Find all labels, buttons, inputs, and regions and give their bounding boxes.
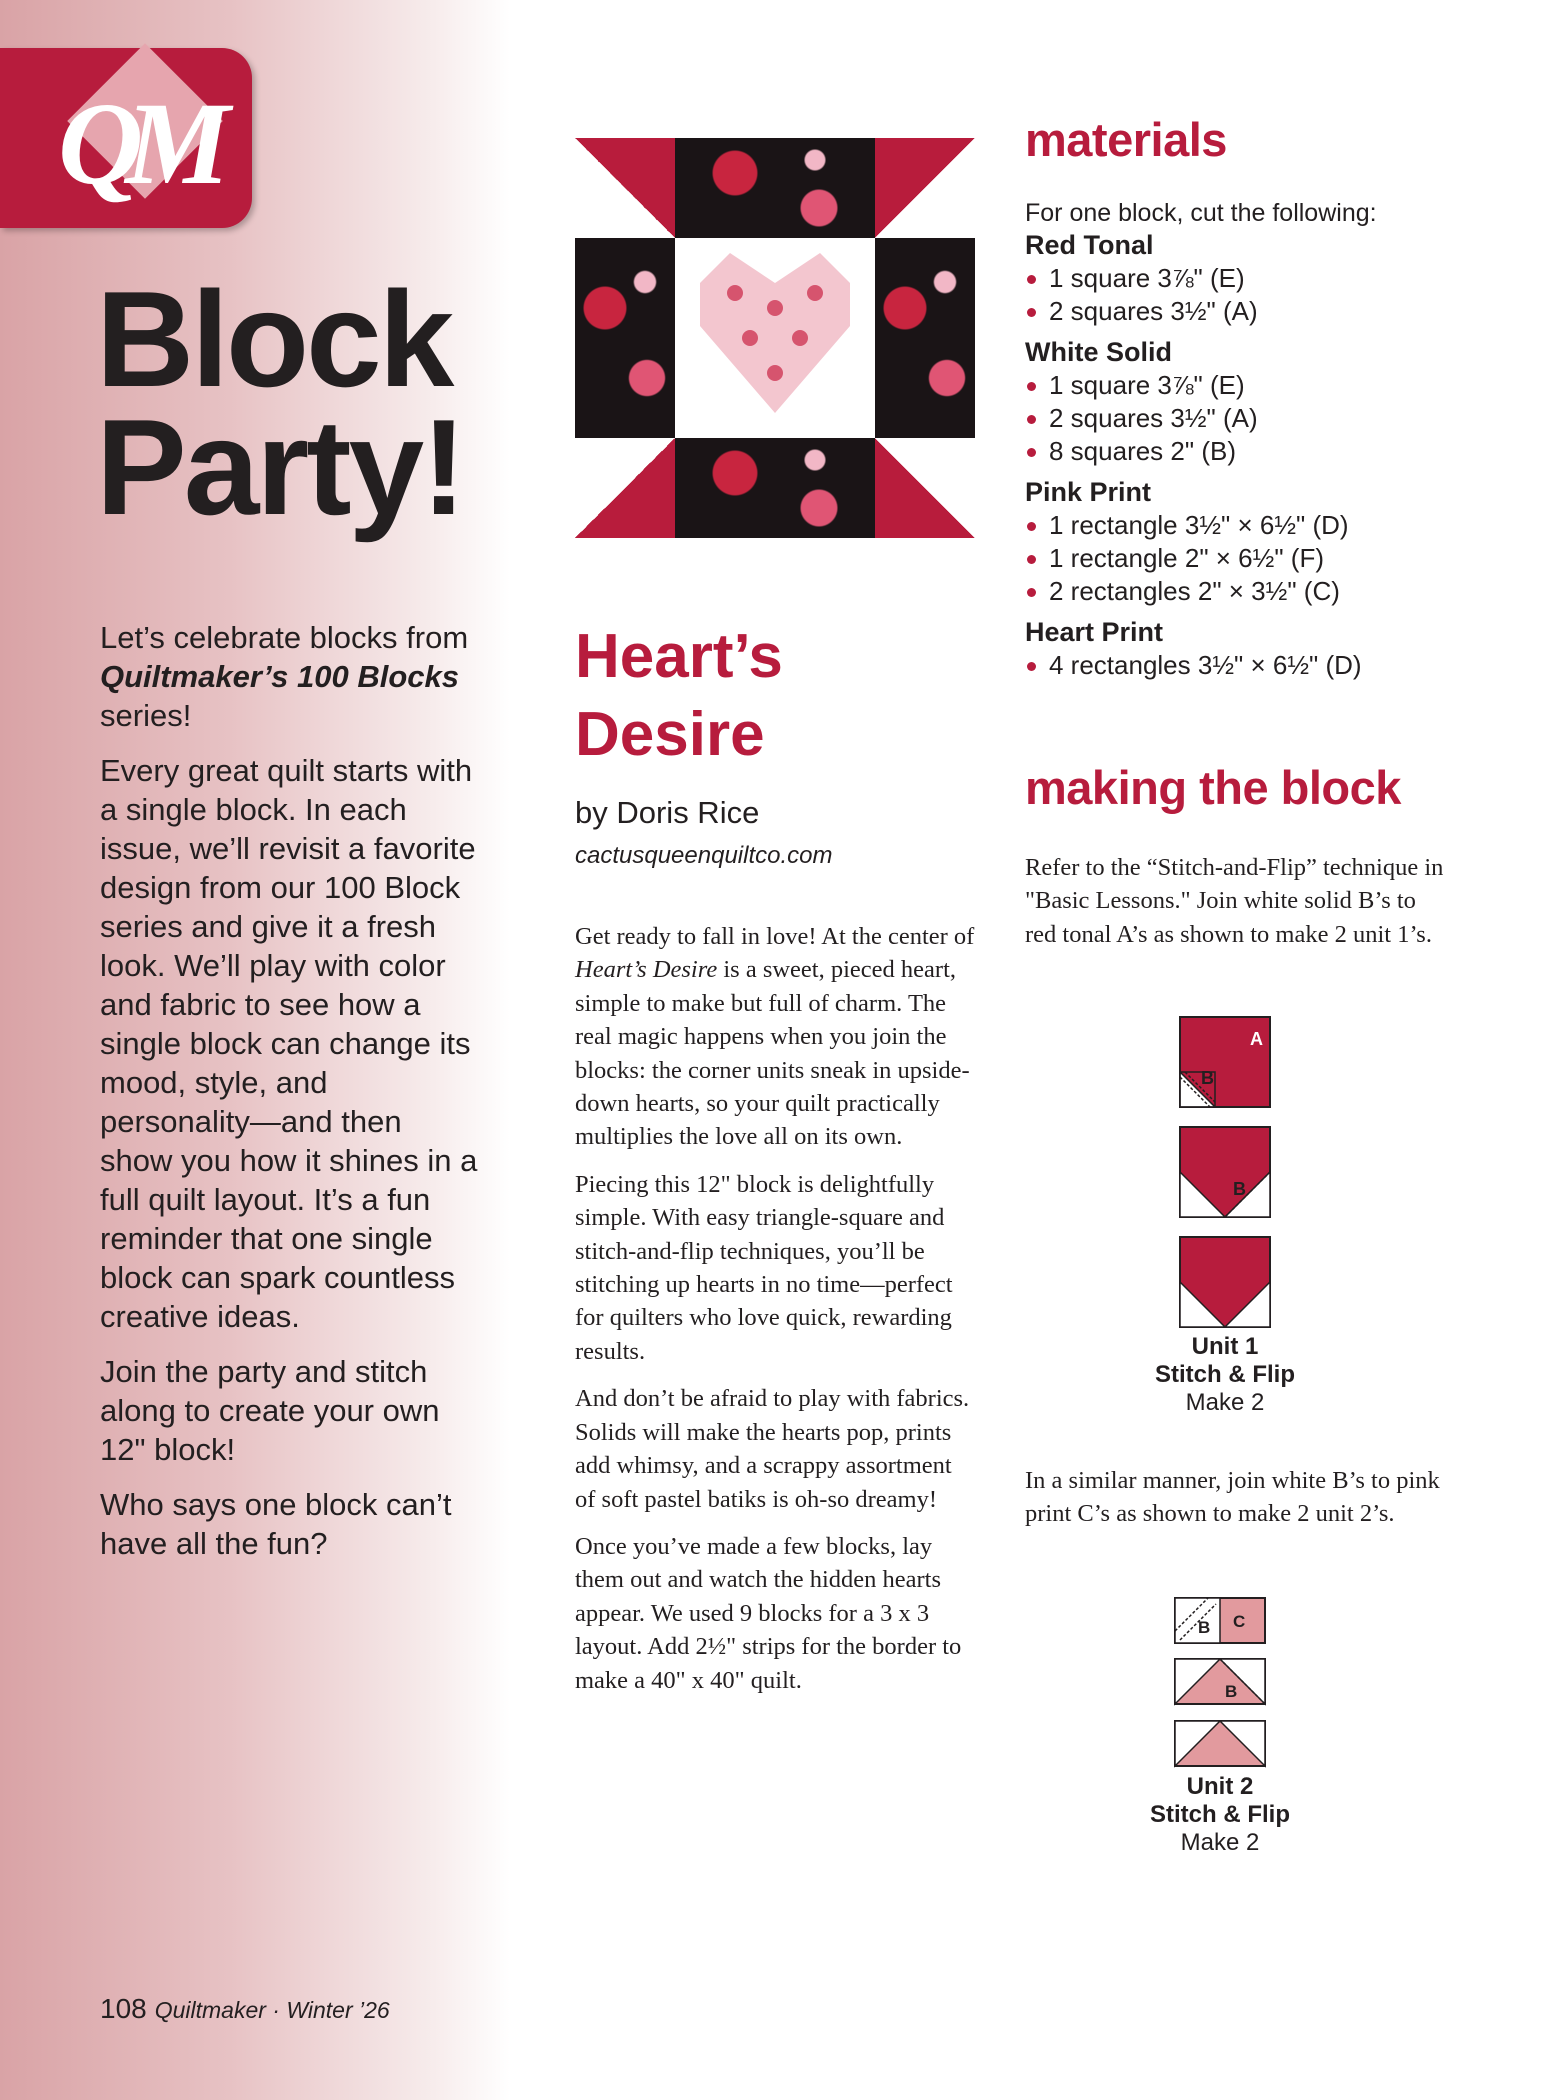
designer-website: cactusqueenquiltco.com: [575, 842, 833, 869]
materials-group-items: [1025, 649, 1445, 682]
title-line-2: Party!: [96, 391, 464, 543]
block-top-heart-print: [675, 138, 875, 238]
unit-1-caption: [1125, 1333, 1325, 1417]
intro-text: [100, 618, 480, 1579]
p1-end: is a sweet, pieced heart, simple to make but full of charm. The real magic happens when you join the blocks: the corner units sneak in upside-down hearts, so your quilt practically multiplies the love all on its own.: [575, 956, 970, 1151]
publication-line: Quiltmaker · Winter ’26: [154, 1997, 390, 2023]
unit-1-label-b-2: B: [1233, 1179, 1246, 1199]
unit-1-diagram: [1175, 1015, 1275, 1330]
article-paragraph-1: [575, 920, 975, 1154]
logo-letters: QM: [58, 78, 213, 209]
block-corner-top-left: [575, 138, 675, 238]
block-corner-top-right: [875, 138, 975, 238]
materials-item: 1 rectangle 3½" × 6½" (D): [1025, 509, 1445, 542]
making-instructions-2: In a similar manner, join white B’s to pink print C’s as shown to make 2 unit 2’s.: [1025, 1467, 1440, 1528]
page-title: [96, 263, 464, 543]
block-corner-bottom-left: [575, 438, 675, 538]
materials-group-title: Pink Print: [1025, 477, 1152, 507]
intro-p1-end: series!: [100, 698, 192, 733]
unit-2-subtitle: Stitch & Flip: [1150, 1801, 1290, 1828]
title-line-1: Block: [96, 263, 452, 415]
intro-paragraph-1: [100, 618, 480, 735]
unit-2-diagram: [1170, 1596, 1270, 1771]
intro-paragraph-2: Every great quilt starts with a single block. In each issue, we’ll revisit a favorite design from our 100 Block series and give it a fresh look. We’ll play with color and fabric to see how a single block can change its mood, style, and personality—and then show you how it shines in a full quilt layout. It’s a fun reminder that one single block can spark countless creative ideas.: [100, 753, 478, 1334]
unit-2-title: Unit 2: [1186, 1773, 1254, 1800]
materials-item: 1 rectangle 2" × 6½" (F): [1025, 542, 1445, 575]
series-name: Quiltmaker’s 100 Blocks: [100, 659, 459, 694]
unit-1-step-1: [1180, 1017, 1270, 1107]
materials-item: 1 square 3⅞" (E): [1025, 262, 1445, 295]
unit-1-make: Make 2: [1185, 1389, 1265, 1416]
unit-2-make: Make 2: [1180, 1829, 1260, 1856]
materials-heading: materials: [1025, 113, 1227, 166]
unit-1-title: Unit 1: [1191, 1333, 1259, 1360]
unit-2-label-b: B: [1198, 1618, 1211, 1637]
unit-2-step-1: [1175, 1598, 1265, 1643]
intro-p1-start: Let’s celebrate blocks from: [100, 620, 469, 655]
materials-group-items: [1025, 369, 1445, 468]
materials-intro: For one block, cut the following:: [1025, 199, 1377, 227]
pink-heart-icon: [695, 248, 855, 418]
article-title-line-1: Heart’s: [575, 622, 783, 691]
intro-paragraph-4: Who says one block can’t have all the fun?: [100, 1487, 452, 1561]
quiltmaker-logo: [0, 48, 252, 228]
p1-emphasis: Heart’s Desire: [575, 956, 718, 984]
block-corner-bottom-right: [875, 438, 975, 538]
article-paragraph-4: Once you’ve made a few blocks, lay them out and watch the hidden hearts appear. We used 9 blocks for a 3 x 3 layout. Add 2½" strips for the border to make a 40" x 40" quilt.: [575, 1532, 962, 1694]
unit-1-label-b: B: [1201, 1068, 1214, 1088]
materials-group-title: Red Tonal: [1025, 230, 1154, 260]
unit-2-label-b-2: B: [1225, 1682, 1238, 1701]
article-body: [575, 920, 975, 1711]
unit-1-subtitle: Stitch & Flip: [1155, 1361, 1295, 1388]
materials-item: 8 squares 2" (B): [1025, 435, 1445, 468]
materials-group-items: [1025, 262, 1445, 328]
unit-2-caption: [1120, 1773, 1320, 1857]
byline: by Doris Rice: [575, 795, 760, 830]
materials-group-title: Heart Print: [1025, 617, 1164, 647]
block-center-heart: [675, 238, 875, 438]
materials-list: [1025, 229, 1445, 690]
article-paragraph-2: Piecing this 12" block is delightfully simple. With easy triangle-square and stitch-and-flip techniques, you’ll be stitching up hearts in no time—perfect for quilters who love quick, rewarding results.: [575, 1170, 953, 1365]
unit-2-label-c: C: [1233, 1612, 1246, 1631]
materials-item: 2 squares 3½" (A): [1025, 402, 1445, 435]
materials-group-items: [1025, 509, 1445, 608]
materials-item: 4 rectangles 3½" × 6½" (D): [1025, 649, 1445, 682]
unit-2-step-3: [1175, 1721, 1265, 1766]
block-photo: [575, 138, 975, 538]
article-title-line-2: Desire: [575, 700, 765, 769]
materials-group-title: White Solid: [1025, 337, 1172, 367]
block-bottom-heart-print: [675, 438, 875, 538]
making-instructions-1: Refer to the “Stitch-and-Flip” technique in "Basic Lessons." Join white solid B’s to red tonal A’s as shown to make 2 unit 1’s.: [1025, 854, 1444, 948]
page-footer: [100, 1993, 390, 2025]
page-number: 108: [100, 1993, 147, 2024]
materials-item: 2 squares 3½" (A): [1025, 295, 1445, 328]
article-title: [575, 618, 783, 774]
unit-1-step-2: [1180, 1127, 1270, 1217]
making-heading: making the block: [1025, 761, 1401, 814]
unit-2-step-2: [1175, 1659, 1265, 1704]
intro-paragraph-3: Join the party and stitch along to create your own 12" block!: [100, 1354, 440, 1467]
block-left-heart-print: [575, 238, 675, 438]
article-paragraph-3: And don’t be afraid to play with fabrics. Solids will make the hearts pop, prints add whimsy, and a scrappy assortment of soft pastel batiks is oh-so dreamy!: [575, 1385, 970, 1513]
unit-1-step-3: [1180, 1237, 1270, 1327]
block-right-heart-print: [875, 238, 975, 438]
p1-start: Get ready to fall in love! At the center of: [575, 923, 975, 950]
materials-item: 2 rectangles 2" × 3½" (C): [1025, 575, 1445, 608]
materials-item: 1 square 3⅞" (E): [1025, 369, 1445, 402]
unit-1-label-a: A: [1250, 1029, 1263, 1049]
